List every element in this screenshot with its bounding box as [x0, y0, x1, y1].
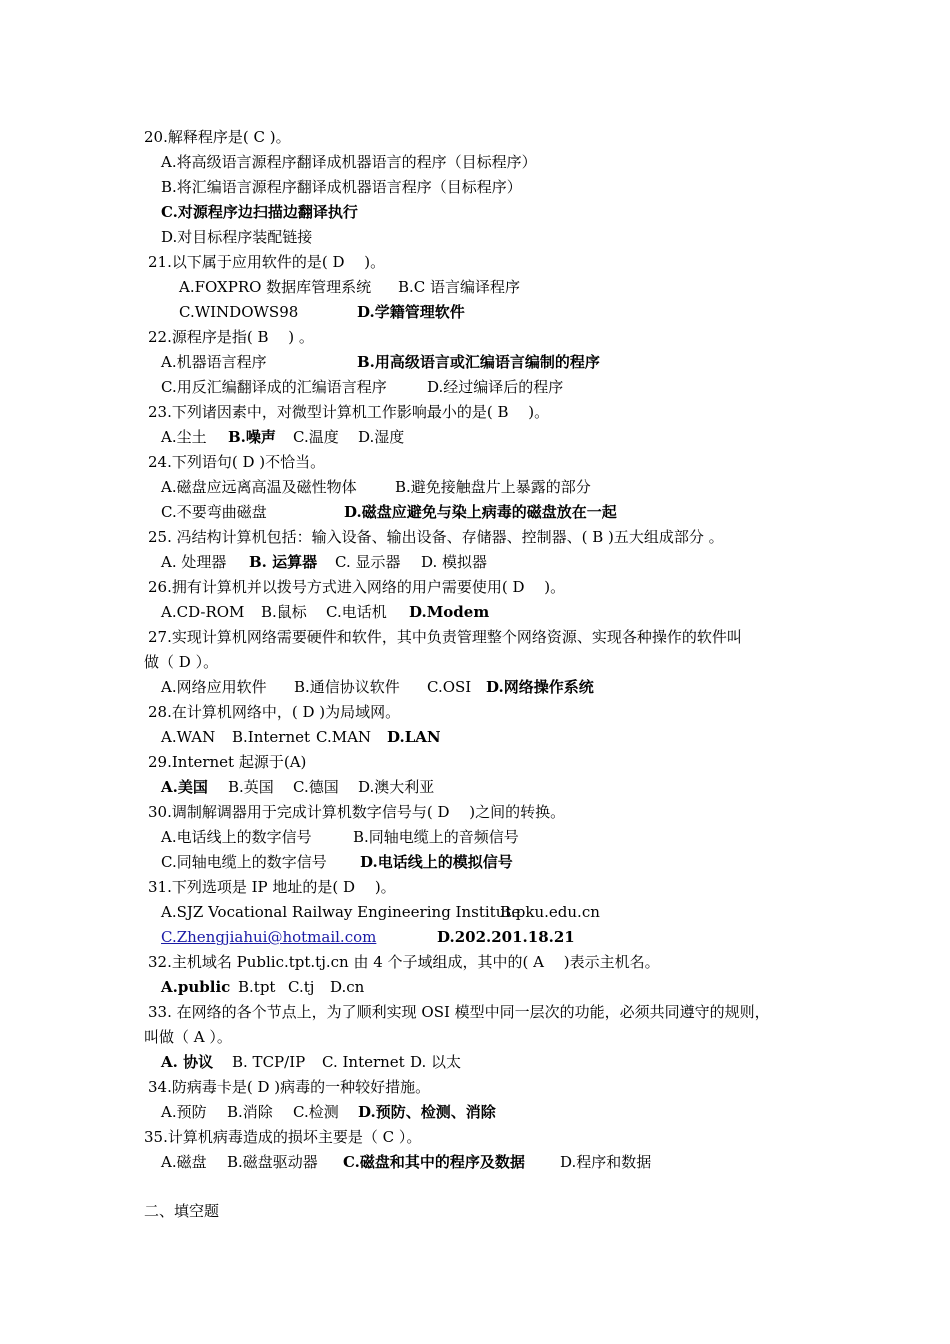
answer-text: D.LAN [387, 728, 441, 746]
line-text: 29.Internet 起源于(A) [148, 753, 307, 771]
answer-text: C.磁盘和其中的程序及数据 [343, 1153, 525, 1171]
answer-text: D.Modem [409, 603, 490, 621]
line-text: C.德国 [293, 778, 339, 796]
line-text: 21.以下属于应用软件的是( D )。 [148, 253, 386, 271]
line-text: 24.下列语句( D )不恰当。 [148, 453, 326, 471]
line-text: D.cn [330, 978, 365, 996]
answer-text: D.学籍管理软件 [357, 303, 465, 321]
line-text: C.tj [288, 978, 315, 996]
line-text: A.SJZ Vocational Railway Engineering Institute [161, 903, 521, 921]
line-text: B.Internet [232, 728, 311, 746]
line-text: C.温度 [293, 428, 339, 446]
line-text: A.FOXPRO 数据库管理系统 [179, 278, 372, 296]
answer-text: A.public [161, 978, 231, 996]
line-text: C.同轴电缆上的数字信号 [161, 853, 327, 871]
line-text: B.英国 [228, 778, 274, 796]
line-text: C.WINDOWS98 [179, 303, 299, 321]
line-text: D.澳大利亚 [358, 778, 435, 796]
line-text: 35.计算机病毒造成的损坏主要是（ C ）。 [144, 1128, 422, 1146]
answer-text: B.用高级语言或汇编语言编制的程序 [357, 353, 600, 371]
line-text: A.网络应用软件 [161, 678, 267, 696]
line-text: 27.实现计算机网络需要硬件和软件，其中负责管理整个网络资源、实现各种操作的软件叫 [148, 628, 742, 646]
line-text: D.湿度 [358, 428, 405, 446]
line-text: B.同轴电缆上的音频信号 [353, 828, 519, 846]
answer-text: B.噪声 [228, 428, 276, 446]
line-text: 叫做（ A ）。 [144, 1028, 232, 1046]
line-text: 34.防病毒卡是( D )病毒的一种较好措施。 [148, 1078, 431, 1096]
line-text: A.CD-ROM [161, 603, 245, 621]
line-text: B. TCP/IP [232, 1053, 306, 1071]
line-text: C.检测 [293, 1103, 339, 1121]
line-text: 22.源程序是指( B ) 。 [148, 328, 314, 346]
line-text: B.消除 [227, 1103, 273, 1121]
answer-text: D.磁盘应避免与染上病毒的磁盘放在一起 [344, 503, 617, 521]
answer-text: D.电话线上的模拟信号 [360, 853, 513, 871]
email-link[interactable]: C.Zhengjiahui@hotmail.com [161, 928, 377, 946]
line-text: 做（ D ）。 [144, 653, 219, 671]
line-text: D.程序和数据 [560, 1153, 652, 1171]
answer-text: D.预防、检测、消除 [358, 1103, 496, 1121]
answer-text: D.202.201.18.21 [437, 928, 575, 946]
line-text: B.将汇编语言源程序翻译成机器语言程序（目标程序） [161, 178, 522, 196]
line-text: C.OSI [427, 678, 472, 696]
answer-text: C.对源程序边扫描边翻译执行 [161, 203, 358, 221]
line-text: B.tpt [238, 978, 276, 996]
line-text: A. 处理器 [161, 553, 227, 571]
line-text: A.磁盘应远离高温及磁性物体 [161, 478, 357, 496]
line-text: C.不要弯曲磁盘 [161, 503, 267, 521]
answer-text: A.美国 [161, 778, 208, 796]
line-text: D. 以太 [410, 1053, 462, 1071]
line-text: A.机器语言程序 [161, 353, 267, 371]
line-text: 20.解释程序是( C )。 [144, 128, 291, 146]
line-text: A.将高级语言源程序翻译成机器语言的程序（目标程序） [161, 153, 537, 171]
line-text: B.鼠标 [261, 603, 307, 621]
line-text: 二、填空题 [144, 1202, 220, 1220]
line-text: 33. 在网络的各个节点上，为了顺利实现 OSI 模型中同一层次的功能，必须共同遵守的规则， [148, 1003, 770, 1021]
line-text: A.预防 [161, 1103, 207, 1121]
line-text: 30.调制解调器用于完成计算机数字信号与( D )之间的转换。 [148, 803, 566, 821]
line-text: A.尘土 [161, 428, 207, 446]
answer-text: D.网络操作系统 [486, 678, 594, 696]
line-text: A.WAN [161, 728, 216, 746]
line-text: C.电话机 [326, 603, 387, 621]
line-text: B.通信协议软件 [294, 678, 400, 696]
line-text: 32.主机域名 Public.tpt.tj.cn 由 4 个子域组成，其中的( A )表示主机名。 [148, 953, 660, 971]
line-text: B.磁盘驱动器 [227, 1153, 318, 1171]
line-text: C. Internet [322, 1053, 405, 1071]
answer-text: B. 运算器 [249, 553, 318, 571]
line-text: B.C 语言编译程序 [398, 278, 521, 296]
line-text: 26.拥有计算机并以拨号方式进入网络的用户需要使用( D )。 [148, 578, 566, 596]
line-text: A.电话线上的数字信号 [161, 828, 312, 846]
line-text: 28.在计算机网络中，( D )为局域网。 [148, 703, 401, 721]
line-text: D.经过编译后的程序 [427, 378, 564, 396]
line-text: C.MAN [316, 728, 372, 746]
line-text: B.pku.edu.cn [500, 903, 600, 921]
line-text: B.避免接触盘片上暴露的部分 [395, 478, 591, 496]
line-text: D.对目标程序装配链接 [161, 228, 313, 246]
line-text: 31.下列选项是 IP 地址的是( D )。 [148, 878, 396, 896]
line-text: 25. 冯结构计算机包括：输入设备、输出设备、存储器、控制器、( B )五大组成部分 。 [148, 528, 724, 546]
answer-text: A. 协议 [161, 1053, 214, 1071]
line-text: C.用反汇编翻译成的汇编语言程序 [161, 378, 387, 396]
line-text: D. 模拟器 [421, 553, 488, 571]
line-text: A.磁盘 [161, 1153, 207, 1171]
line-text: 23.下列诸因素中，对微型计算机工作影响最小的是( B )。 [148, 403, 550, 421]
line-text: C. 显示器 [335, 553, 401, 571]
